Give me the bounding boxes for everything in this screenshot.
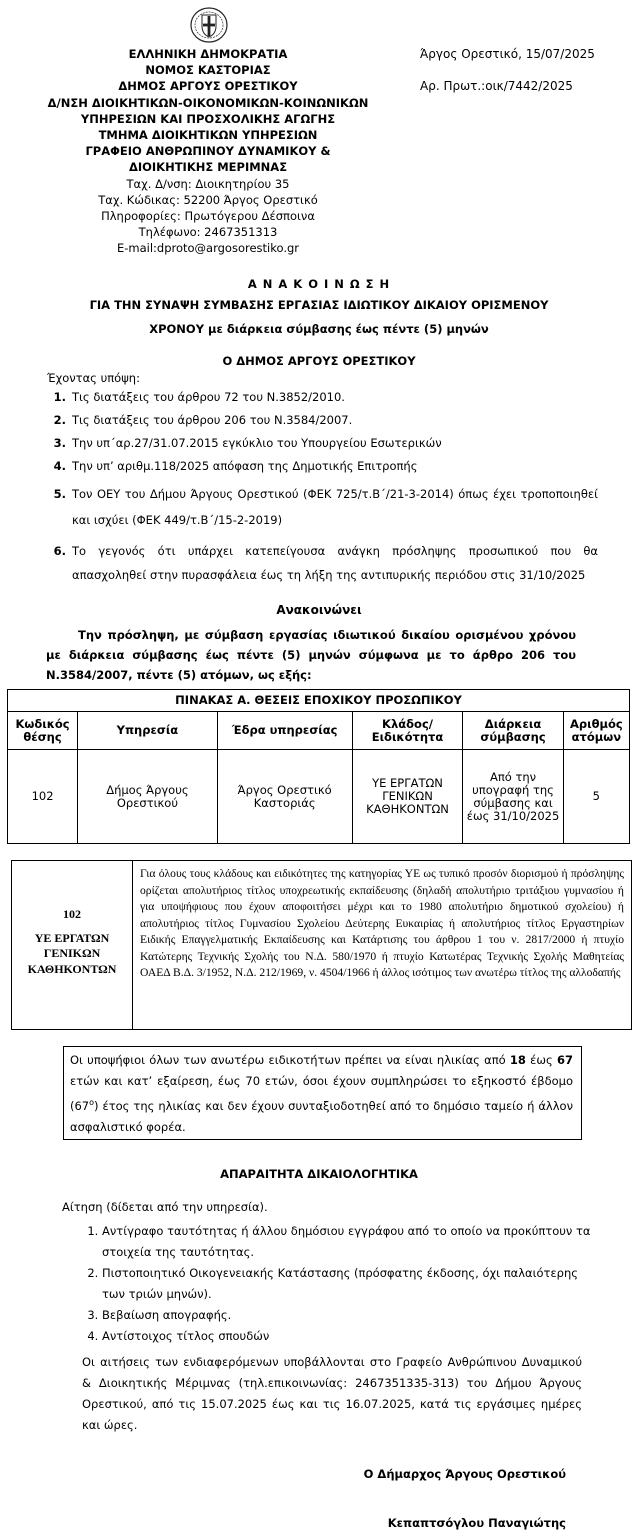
header-line: ΕΛΛΗΝΙΚΗ ΔΗΜΟΚΡΑΤΙΑ	[128, 47, 288, 61]
contact-person-line: Πληροφορίες: Πρωτόγερου Δέσποινα	[101, 209, 315, 224]
table-row	[8, 750, 630, 844]
header-line: ΓΡΑΦΕΙΟ ΑΝΘΡΩΠΙΝΟΥ ΔΥΝΑΜΙΚΟΥ &	[85, 144, 331, 159]
list-item: 6. Το γεγονός ότι υπάρχει κατεπείγουσα ανάγκη πρόσληψης προσωπικού που θα απασχοληθεί στην πυρασφάλεια έως τη λήξη της αντιπυρικής περιόδου στις 31/10/2025	[70, 539, 598, 587]
phone-line: Τηλέφωνο: 2467351313	[138, 225, 278, 240]
signature-role: Ο Δήμαρχος Άργους Ορεστικού	[363, 1467, 566, 1481]
table-cell: Δήμος Άργους Ορεστικού	[78, 750, 218, 844]
qualifications-box	[11, 860, 632, 1030]
announces-heading: Ανακοινώνει	[276, 603, 362, 617]
table-header: Υπηρεσία	[78, 712, 218, 750]
list-item: 1. Αντίγραφο ταυτότητας ή άλλου δημόσιου εγγράφου από το οποίο να προκύπτουν τα στοιχεία της ταυτότητας.	[102, 1221, 602, 1263]
table-header: Έδρα υπηρεσίας	[217, 712, 352, 750]
specialty-code: 102	[63, 907, 81, 921]
header-line: Δ/ΝΣΗ ΔΙΟΙΚΗΤΙΚΩΝ-ΟΙΚΟΝΟΜΙΚΩΝ-ΚΟΙΝΩΝΙΚΩΝ	[47, 95, 369, 110]
greek-coat-of-arms-icon	[189, 6, 229, 44]
announcement-subtitle-2: ΧΡΟΝΟΥ με διάρκεια σύμβασης έως πέντε (5) μηνών	[149, 322, 489, 336]
table-header: Κωδικός θέσης	[8, 712, 78, 750]
age-max: 67	[556, 1053, 573, 1067]
postal-code-line: Ταχ. Κώδικας: 52200 Άργος Ορεστικό	[98, 192, 318, 207]
table-cell: 5	[563, 750, 629, 844]
table-header: Διάρκεια σύμβασης	[463, 712, 563, 750]
table-cell: Από την υπογραφή της σύμβασης και έως 31/10/2025	[463, 750, 563, 844]
issuer-header	[14, 46, 402, 257]
header-line: ΝΟΜΟΣ ΚΑΣΤΟΡΙΑΣ	[145, 63, 271, 78]
table-header: Κλάδος/ Ειδικότητα	[352, 712, 463, 750]
address-line: Ταχ. Δ/νση: Διοικητηρίου 35	[126, 176, 290, 191]
age-notice-box	[63, 1046, 582, 1140]
list-item: 5. Τον ΟΕΥ του Δήμου Άργους Ορεστικού (ΦΕΚ 725/τ.Β΄/21-3-2014) όπως έχει τροποποιηθεί και ισχύει (ΦΕΚ 449/τ.Β΄/15-2-2019)	[70, 481, 598, 533]
header-line: ΔΗΜΟΣ ΑΡΓΟΥΣ ΟΡΕΣΤΙΚΟΥ	[118, 79, 298, 94]
specialty-name: ΥΕ ΕΡΓΑΤΩΝ ΓΕΝΙΚΩΝ ΚΑΘΗΚΟΝΤΩΝ	[27, 930, 117, 976]
hiring-text: Την πρόσληψη, με σύμβαση εργασίας ιδιωτικού δικαίου ορισμένου χρόνου με διάρκεια σύμβασης έως πέντε (5) μηνών σύμφωνα με το άρθρο 206 του Ν.3584/2007, πέντε (5) ατόμων, ως εξής:	[46, 628, 576, 682]
list-item: 3. Την υπ΄αρ.27/31.07.2015 εγκύκλιο του Υπουργείου Εσωτερικών	[70, 435, 598, 452]
protocol-number: Αρ. Πρωτ.:οικ/7442/2025	[420, 79, 573, 93]
list-item: 2. Τις διατάξεις του άρθρου 206 του Ν.3584/2007.	[70, 412, 598, 429]
issuer-name: Ο ΔΗΜΟΣ ΑΡΓΟΥΣ ΟΡΕΣΤΙΚΟΥ	[222, 354, 416, 368]
list-item: 1. Τις διατάξεις του άρθρου 72 του Ν.3852/2010.	[70, 389, 598, 406]
considerations-list	[52, 389, 598, 593]
age-min: 18	[509, 1053, 526, 1067]
table-cell: ΥΕ ΕΡΓΑΤΩΝ ΓΕΝΙΚΩΝ ΚΑΘΗΚΟΝΤΩΝ	[352, 750, 463, 844]
document-meta	[420, 46, 630, 110]
announcement-title: Α Ν Α Κ Ο Ι Ν Ω Σ Η	[247, 277, 391, 291]
signature-name: Κεπαπτσόγλου Παναγιώτης	[387, 1516, 566, 1530]
table-header: Αριθμός ατόμων	[563, 712, 629, 750]
list-item: 2. Πιστοποιητικό Οικογενειακής Κατάστασης (πρόσφατης έκδοσης, όχι παλαιότερης των τριών μηνών).	[102, 1263, 602, 1305]
considering-label: Έχοντας υπόψη:	[47, 371, 140, 385]
positions-table	[7, 689, 630, 844]
table-cell: Άργος Ορεστικό Καστοριάς	[217, 750, 352, 844]
qualifications-specialty	[12, 907, 132, 977]
document-date: Άργος Ορεστικό, 15/07/2025	[420, 47, 595, 61]
list-item: 4. Την υπ’ αριθμ.118/2025 απόφαση της Δημοτικής Επιτροπής	[70, 458, 598, 475]
documents-intro: Αίτηση (δίδεται από την υπηρεσία).	[62, 1200, 268, 1214]
table-caption: ΠΙΝΑΚΑΣ Α. ΘΕΣΕΙΣ ΕΠΟΧΙΚΟΥ ΠΡΟΣΩΠΙΚΟΥ	[8, 690, 630, 712]
table-cell: 102	[8, 750, 78, 844]
documents-title: ΑΠΑΡΑΙΤΗΤΑ ΔΙΚΑΙΟΛΟΓΗΤΙΚΑ	[220, 1167, 418, 1181]
submission-text: Οι αιτήσεις των ενδιαφερόμενων υποβάλλονται στο Γραφείο Ανθρώπινου Δυναμικού & Διοικητικής Μέριμνας (τηλ.επικοινωνίας: 2467351335-313) του Δήμου Άργους Ορεστικού, από τις 15.07.2025 έως και τις 16.07.2025, κατά τις εργάσιμες ημέρες και ώρες.	[82, 1355, 582, 1432]
announcement-subtitle-1: ΓΙΑ ΤΗΝ ΣΥΝΑΨΗ ΣΥΜΒΑΣΗΣ ΕΡΓΑΣΙΑΣ ΙΔΙΩΤΙΚΟΥ ΔΙΚΑΙΟΥ ΟΡΙΣΜΕΝΟΥ	[89, 298, 549, 312]
documents-list	[82, 1221, 602, 1347]
email-line: E-mail:dproto@argosorestiko.gr	[116, 241, 300, 256]
list-item: 3. Βεβαίωση απογραφής.	[102, 1305, 602, 1326]
qualifications-text: Για όλους τους κλάδους και ειδικότητες της κατηγορίας ΥΕ ως τυπικό προσόν διορισμού ή πρόσληψης ορίζεται απολυτήριος τίτλος υποχρεωτικής εκπαίδευσης (δηλαδή απολυτήριο τριτάξιου γυμνασίου ή για υποψήφιους που έχουν αποφοιτήσει μέχρι και το 1980 απολυτήριο δημοτικού σχολείου) ή απολυτήριος τίτλος Γυμνασίου Σχολείου Δεύτερης Ευκαιρίας ή απολυτήριος τίτλος Εργαστηρίων Ειδικής Επαγγελματικής Εκπαίδευσης και Κατάρτισης του άρθρου 1 του ν. 2817/2000 ή πτυχίο Κατώτερης Τεχνικής Σχολής του Ν.Δ. 580/1970 ή πτυχίο Κατωτέρας Τεχνικής Σχολής Μαθητείας ΟΑΕΔ Β.Δ. 3/1952, Ν.Δ. 212/1969, ν. 4504/1966 ή άλλος ισότιμος των ανωτέρω τίτλος της αλλοδαπής	[140, 867, 624, 979]
age-notice-text: Οι υποψήφιοι όλων των ανωτέρω ειδικοτήτων πρέπει να είναι ηλικίας από 18 έως 67 ετών και κατ’ εξαίρεση, έως 70 ετών, όσοι έχουν συμπληρώσει το εξηκοστό έβδομο $(67^o)$ έτος της ηλικίας και δεν έχουν συνταξιοδοτηθεί από το δημόσιο ταμείο ή άλλον ασφαλιστικό φορέα.	[70, 1053, 573, 1134]
header-line: ΥΠΗΡΕΣΙΩΝ ΚΑΙ ΠΡΟΣΧΟΛΙΚΗΣ ΑΓΩΓΗΣ	[80, 111, 336, 126]
header-line: ΤΜΗΜΑ ΔΙΟΙΚΗΤΙΚΩΝ ΥΠΗΡΕΣΙΩΝ	[98, 128, 318, 143]
header-line: ΔΙΟΙΚΗΤΙΚΗΣ ΜΕΡΙΜΝΑΣ	[128, 160, 288, 175]
list-item: 4. Αντίστοιχος τίτλος σπουδών	[102, 1326, 602, 1347]
